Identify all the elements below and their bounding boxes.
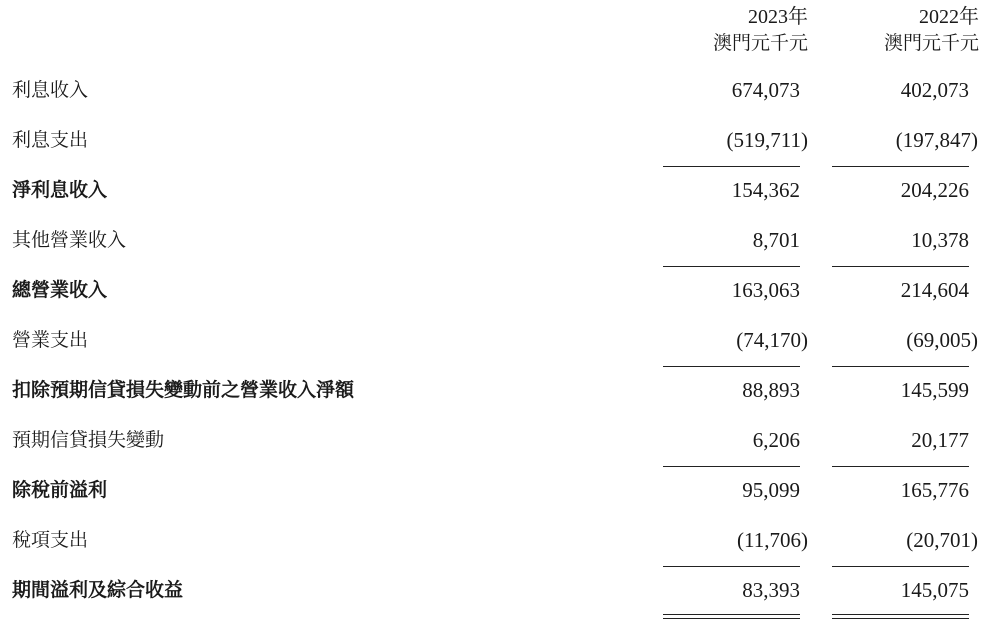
subtotal-rule-2022	[832, 366, 969, 367]
value-2023: (519,711)	[726, 128, 808, 152]
statement-row-net-operating-income-before-ecl	[0, 375, 983, 405]
total-double-rule-2023	[663, 614, 800, 619]
row-label: 利息收入	[12, 79, 89, 101]
subtotal-rule-2022	[832, 266, 969, 267]
row-label: 總營業收入	[12, 279, 108, 301]
value-2023: (74,170)	[736, 328, 808, 352]
value-2022: 145,075	[900, 578, 969, 602]
subtotal-rule-2023	[663, 266, 800, 267]
subtotal-rule-2022	[832, 166, 969, 167]
value-2022: 204,226	[900, 178, 969, 202]
column-unit-2023: 澳門元千元	[712, 32, 808, 54]
column-year-2022: 2022年	[919, 6, 979, 28]
statement-row-profit-and-comprehensive-income	[0, 575, 983, 605]
value-2023: 95,099	[742, 478, 800, 502]
column-year-2023: 2023年	[748, 6, 808, 28]
statement-row-tax-expense	[0, 525, 983, 555]
statement-row-interest-expense	[0, 125, 983, 155]
value-2023: (11,706)	[737, 528, 808, 552]
value-2023: 83,393	[742, 578, 800, 602]
value-2023: 674,073	[731, 78, 800, 102]
row-label: 營業支出	[12, 329, 89, 351]
value-2022: 214,604	[900, 278, 969, 302]
value-2023: 88,893	[742, 378, 800, 402]
subtotal-rule-2023	[663, 366, 800, 367]
row-label: 其他營業收入	[12, 229, 127, 251]
row-label: 扣除預期信貸損失變動前之營業收入淨額	[12, 379, 355, 401]
subtotal-rule-2023	[663, 566, 800, 567]
subtotal-rule-2023	[663, 166, 800, 167]
value-2023: 154,362	[731, 178, 800, 202]
value-2022: 402,073	[900, 78, 969, 102]
value-2022: 10,378	[911, 228, 969, 252]
subtotal-rule-2023	[663, 466, 800, 467]
subtotal-rule-2022	[832, 466, 969, 467]
row-label: 利息支出	[12, 129, 89, 151]
row-label: 稅項支出	[12, 529, 89, 551]
value-2022: (69,005)	[906, 328, 978, 352]
statement-row-operating-expenses	[0, 325, 983, 355]
row-label: 預期信貸損失變動	[12, 429, 165, 451]
statement-row-net-interest-income	[0, 175, 983, 205]
subtotal-rule-2022	[832, 566, 969, 567]
column-header-2023	[713, 4, 808, 56]
column-header-2022	[884, 4, 979, 56]
value-2023: 6,206	[752, 428, 800, 452]
total-double-rule-2022	[832, 614, 969, 619]
value-2022: (197,847)	[895, 128, 978, 152]
statement-row-interest-income	[0, 75, 983, 105]
statement-row-total-operating-income	[0, 275, 983, 305]
value-2022: 165,776	[900, 478, 969, 502]
value-2022: 145,599	[900, 378, 969, 402]
row-label: 期間溢利及綜合收益	[12, 579, 184, 601]
statement-row-other-operating-income	[0, 225, 983, 255]
row-label: 除稅前溢利	[12, 479, 108, 501]
value-2023: 8,701	[752, 228, 800, 252]
row-label: 淨利息收入	[12, 179, 108, 201]
statement-row-ecl-change	[0, 425, 983, 455]
value-2023: 163,063	[731, 278, 800, 302]
column-unit-2022: 澳門元千元	[883, 32, 979, 54]
statement-row-profit-before-tax	[0, 475, 983, 505]
value-2022: 20,177	[911, 428, 969, 452]
value-2022: (20,701)	[906, 528, 978, 552]
